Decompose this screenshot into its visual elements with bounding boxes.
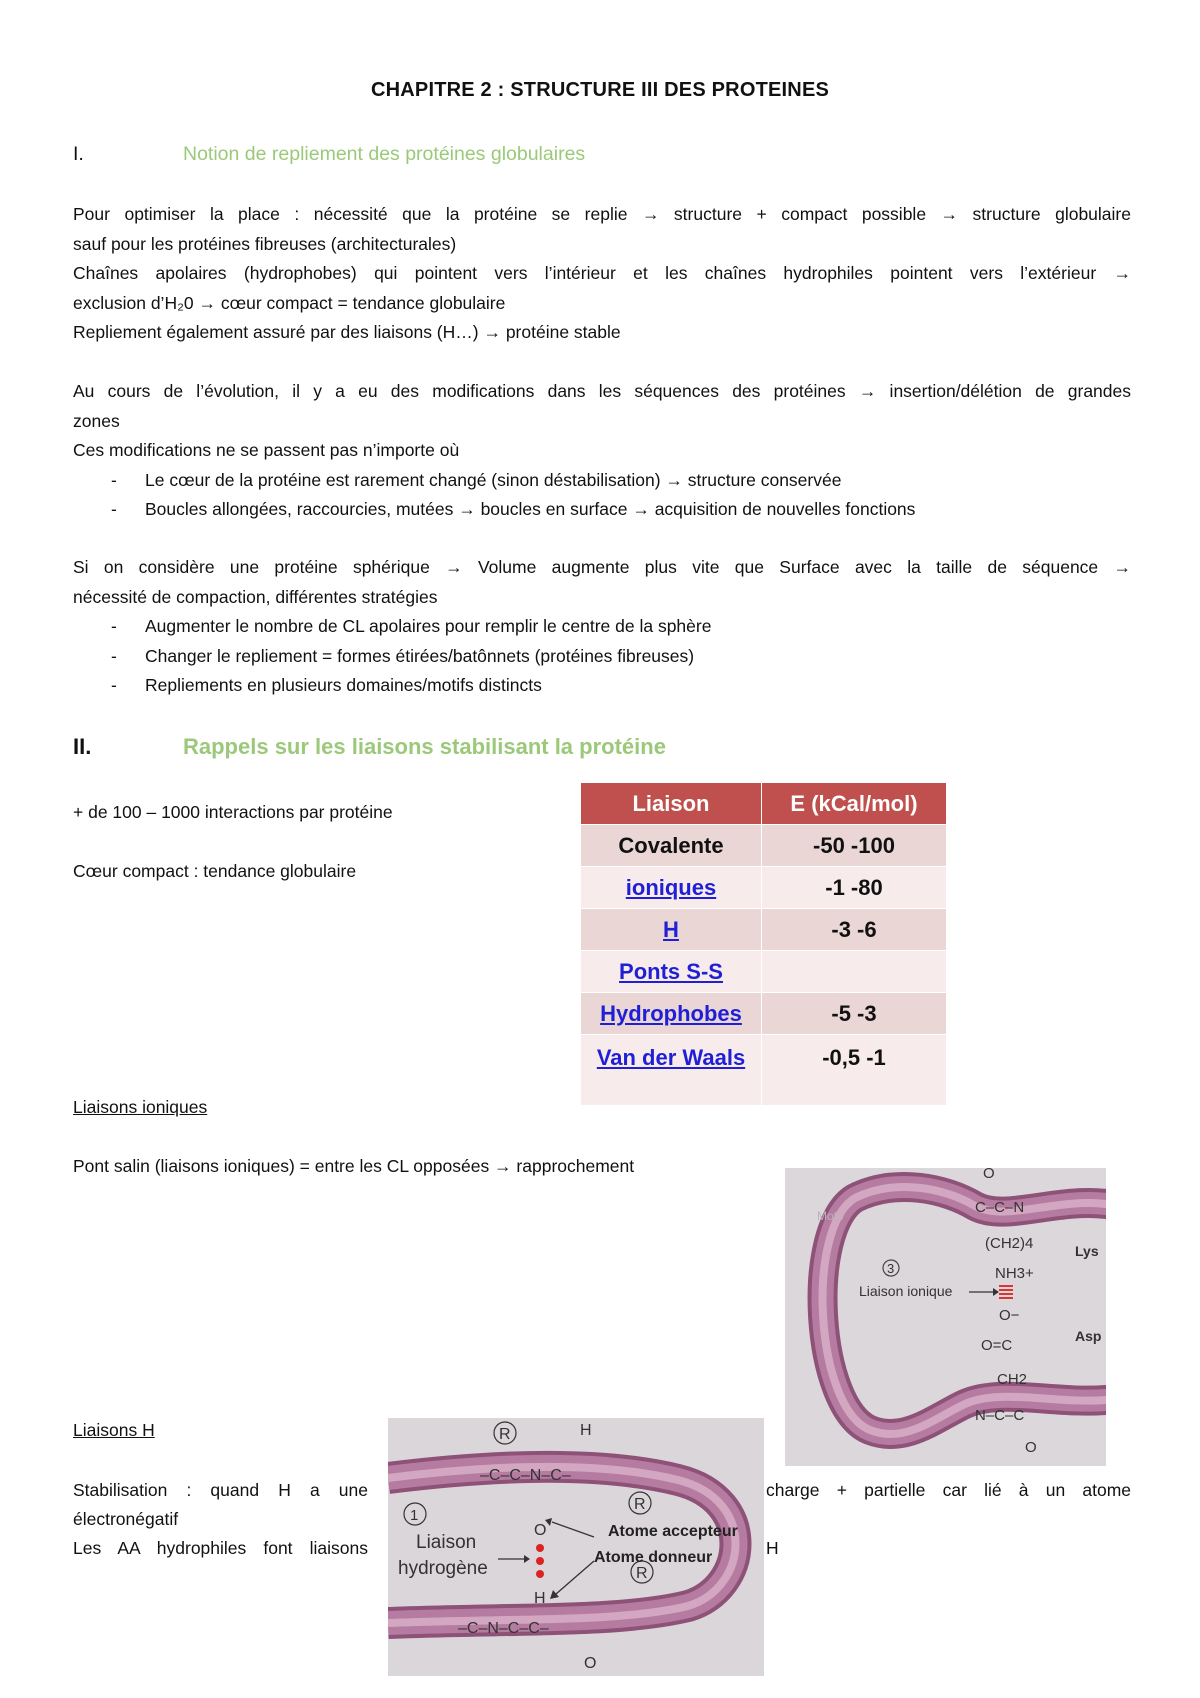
text-line: exclusion d’H₂0 → cœur compact = tendance globulaire [73,292,506,313]
asp-label: Asp [1075,1328,1102,1344]
text-line: Au cours de l’évolution, il y a eu des modifications dans les séquences des protéines → insertion/délétion de grandes [73,381,1131,401]
bond-energy: -5 -3 [762,993,947,1035]
section-2-number: II. [73,734,92,759]
text-line: nécessité de compaction, différentes stratégies [73,586,438,607]
bond-energy-table [580,782,947,1106]
bullet-item: - Changer le repliement = formes étirées/batônnets (protéines fibreuses) [73,642,1131,672]
atom-label: C–C–N [975,1199,1025,1216]
atom-label: O [534,1522,547,1539]
hydrogen-bond-dots [536,1544,544,1578]
hbond-label-line2: hydrogène [398,1558,488,1579]
chain-label: –C–N–C–C– [458,1620,549,1637]
bullet-item: - Boucles allongées, raccourcies, mutées → boucles en surface → acquisition de nouvelles fonctions [73,495,1131,525]
atom-label: O− [999,1307,1020,1324]
table-row [581,993,947,1035]
atom-label: N–C–C [975,1407,1025,1424]
ionic-heading: Liaisons ioniques [73,1097,208,1117]
table-header-row [581,783,947,825]
bond-name: Covalente [581,825,762,867]
ionic-bond-illustration [785,1168,1106,1466]
bond-energy: -3 -6 [762,909,947,951]
hbond-heading: Liaisons H [73,1420,155,1440]
text-line: Pour optimiser la place : nécessité que la protéine se replie → structure + compact possible → structure globulaire [73,204,1131,224]
hbond-text-right: charge + partielle car lié à un atome [766,1480,1131,1500]
text-line: sauf pour les protéines fibreuses (architecturales) [73,233,457,254]
atom-label: H [580,1422,592,1439]
paragraph-2 [73,377,1131,525]
interaction-count: + de 100 – 1000 interactions par protéine [73,802,393,822]
bond-energy: -0,5 -1 [762,1035,947,1106]
ionic-text: Pont salin (liaisons ioniques) = entre les CL opposées → rapprochement [73,1156,635,1176]
section-2-heading [73,732,666,762]
bond-name-link[interactable]: Ponts S-S [581,951,762,993]
atom-label: O [983,1168,995,1182]
ionic-bond-label: Liaison ionique [859,1283,953,1299]
bond-energy [762,951,947,993]
donor-label: Atome donneur [594,1549,713,1566]
svg-text:3: 3 [887,1261,895,1276]
atom-label: (CH2)4 [985,1235,1034,1252]
bond-name-link[interactable]: Hydrophobes [581,993,762,1035]
acceptor-label: Atome accepteur [608,1523,738,1540]
table-row [581,825,947,867]
hydrogen-bond-illustration [388,1418,764,1676]
text-line: Chaînes apolaires (hydrophobes) qui pointent vers l’intérieur et les chaînes hydrophiles pointent vers l’extérieur → [73,263,1131,283]
hbond-text-line3-end: H [766,1538,779,1558]
bond-energy: -1 -80 [762,867,947,909]
bullet-item: - Augmenter le nombre de CL apolaires pour remplir le centre de la sphère [73,612,1131,642]
r-group-label: R [636,1565,648,1582]
page-title: CHAPITRE 2 : STRUCTURE III DES PROTEINES [370,79,830,101]
hbond-text-line2: électronégatif [73,1509,179,1529]
section-1-heading [73,140,585,170]
bond-name-link[interactable]: ioniques [581,867,762,909]
table-header: Liaison [581,783,762,825]
table-row [581,867,947,909]
paragraph-1 [73,200,1131,348]
atom-label: NH3+ [995,1265,1034,1282]
section-1-number: I. [73,143,84,165]
bullet-item: - Le cœur de la protéine est rarement changé (sinon déstabilisation) → structure conservée [73,466,1131,496]
atom-label: O [584,1655,597,1672]
chain-label: –C–C–N–C– [480,1467,571,1484]
r-group-label: R [634,1496,646,1513]
table-row [581,951,947,993]
bond-name-link[interactable]: H [581,909,762,951]
text-line: Si on considère une protéine sphérique → Volume augmente plus vite que Surface avec la taille de séquence → [73,557,1131,577]
section-1-title: Notion de repliement des protéines globulaires [183,143,586,165]
r-group-label: R [499,1426,511,1443]
paragraph-3 [73,553,1131,701]
text-line: zones [73,410,120,431]
compact-core-note: Cœur compact : tendance globulaire [73,861,357,881]
table-header: E (kCal/mol) [762,783,947,825]
section-2-title: Rappels sur les liaisons stabilisant la protéine [183,734,666,759]
hbond-label-line1: Liaison [416,1532,477,1553]
atom-label: H [534,1590,546,1607]
table-row [581,1035,947,1106]
watermark-text: Moto [817,1209,844,1223]
hydrogen-bond-figure [388,1418,764,1676]
atom-label: O=C [981,1337,1013,1354]
atom-label: CH2 [997,1371,1028,1388]
bond-name-link[interactable]: Van der Waals [581,1035,762,1106]
text-line: Ces modifications ne se passent pas n’importe où [73,440,460,460]
table-row [581,909,947,951]
lys-label: Lys [1075,1243,1099,1259]
bullet-item: - Repliements en plusieurs domaines/motifs distincts [73,671,1131,701]
ionic-bond-figure [785,1168,1106,1466]
hbond-text-left: Stabilisation : quand H a une [73,1480,368,1500]
hbond-text-line3: Les AA hydrophiles font liaisons [73,1538,368,1558]
svg-text:1: 1 [410,1507,419,1524]
atom-label: O [1025,1439,1037,1456]
text-line: Repliement également assuré par des liaisons (H…) → protéine stable [73,322,621,342]
bond-energy: -50 -100 [762,825,947,867]
